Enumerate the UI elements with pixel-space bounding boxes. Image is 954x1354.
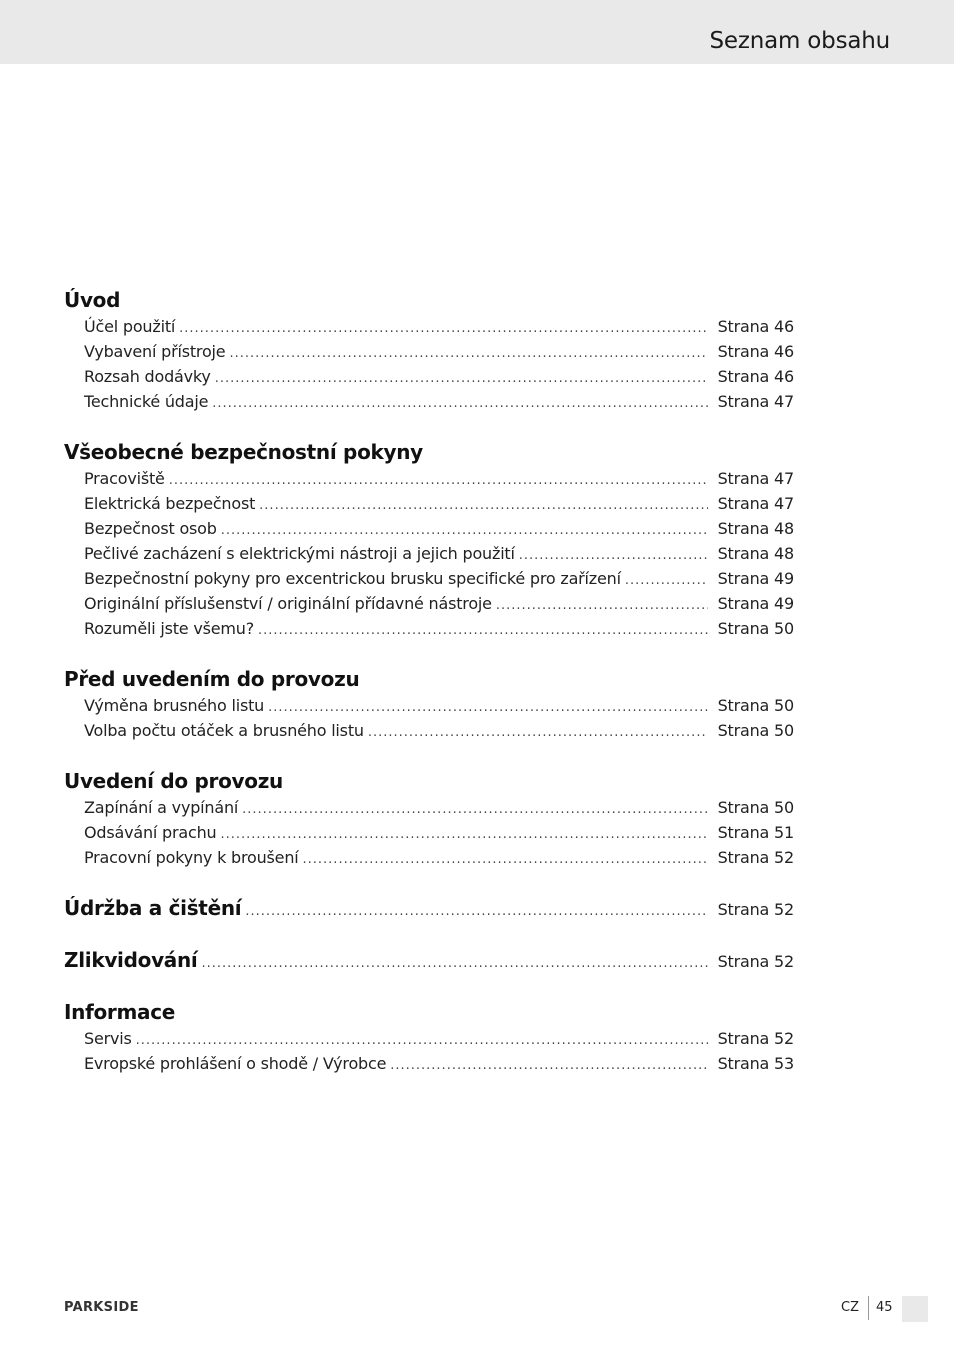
section-heading: Úvod [64,288,121,312]
dot-leader [242,797,708,822]
dot-leader [625,568,708,593]
toc-entry-label: Zapínání a vypínání [84,798,239,817]
dot-leader [368,720,708,745]
dot-leader [268,695,708,720]
dot-leader [220,822,708,847]
toc-entry-page: Strana 52 [717,848,794,867]
brand-logo: PARKSIDE [64,1300,139,1315]
toc-entry-page: Strana 49 [717,569,794,588]
toc-entry[interactable] [64,1051,794,1076]
toc-entry-label: Bezpečnost osob [84,519,217,538]
section-heading: Zlikvidování [64,948,198,972]
toc-section-uvedeni [64,767,794,870]
toc-entry-label: Bezpečnostní pokyny pro excentrickou brusku specifické pro zařízení [84,569,621,588]
dot-leader [303,847,708,872]
toc-entry-page: Strana 50 [717,721,794,740]
toc-section-pred-uvedenim [64,665,794,743]
toc-entry-label: Elektrická bezpečnost [84,494,256,513]
dot-leader [229,341,708,366]
toc-entry-label: Originální příslušenství / originální přídavné nástroje [84,594,492,613]
toc-entry-page: Strana 50 [717,696,794,715]
toc-entry[interactable] [64,314,794,339]
dot-leader [390,1053,708,1078]
toc-entry[interactable] [64,693,794,718]
toc-entry[interactable] [64,491,794,516]
toc-entry[interactable] [64,516,794,541]
toc-entry-page: Strana 47 [717,469,794,488]
toc-entry-label: Pečlivé zacházení s elektrickými nástroji a jejich použití [84,544,515,563]
toc-entry-label: Rozuměli jste všemu? [84,619,254,638]
dot-leader [221,518,708,543]
toc-entry[interactable] [64,364,794,389]
toc-entry[interactable] [64,718,794,743]
dot-leader [202,950,709,978]
toc-entry-label: Servis [84,1029,132,1048]
toc-entry-page: Strana 50 [717,798,794,817]
toc-section-bezpecnost [64,438,794,641]
toc-entry-page: Strana 51 [717,823,794,842]
toc-entry-page: Strana 46 [717,367,794,386]
dot-leader [212,391,708,416]
toc-entry-page: Strana 49 [717,594,794,613]
dot-leader [259,493,708,518]
toc-entry[interactable] [64,591,794,616]
toc-entry[interactable] [64,845,794,870]
footer-tab-marker [902,1296,928,1322]
toc-section-udrzba[interactable] [64,894,794,922]
toc-entry-page: Strana 48 [717,544,794,563]
section-heading: Před uvedením do provozu [64,667,360,691]
toc-entry-label: Evropské prohlášení o shodě / Výrobce [84,1054,387,1073]
toc-entry[interactable] [64,616,794,641]
toc-entry[interactable] [64,389,794,414]
toc-entry[interactable] [64,820,794,845]
toc-entry[interactable] [64,566,794,591]
toc-entry[interactable] [64,1026,794,1051]
toc-entry-label: Volba počtu otáček a brusného listu [84,721,364,740]
dot-leader [136,1028,708,1053]
section-heading: Všeobecné bezpečnostní pokyny [64,440,423,464]
toc-section-uvod [64,286,794,414]
dot-leader [215,366,708,391]
toc-entry-page: Strana 48 [717,519,794,538]
dot-leader [258,618,708,643]
toc-entry[interactable] [64,795,794,820]
footer-divider [868,1296,869,1320]
toc-entry-label: Účel použití [84,317,176,336]
toc-entry-label: Vybavení přístroje [84,342,226,361]
section-heading: Uvedení do provozu [64,769,283,793]
dot-leader [519,543,708,568]
dot-leader [496,593,708,618]
section-heading: Údržba a čištění [64,896,242,920]
toc-entry-label: Technické údaje [84,392,209,411]
page-title: Seznam obsahu [709,28,890,54]
toc-entry-label: Rozsah dodávky [84,367,211,386]
page-number: 45 [876,1300,893,1315]
toc-entry[interactable] [64,339,794,364]
toc-entry[interactable] [64,541,794,566]
language-code: CZ [841,1300,859,1315]
table-of-contents [64,286,794,1076]
toc-entry-page: Strana 46 [717,342,794,361]
toc-entry[interactable] [64,466,794,491]
toc-entry-label: Odsávání prachu [84,823,217,842]
toc-section-informace [64,998,794,1076]
toc-entry-label: Výměna brusného listu [84,696,265,715]
toc-entry-page: Strana 53 [717,1054,794,1073]
toc-entry-page: Strana 46 [717,317,794,336]
toc-entry-page: Strana 47 [717,392,794,411]
section-heading: Informace [64,1000,176,1024]
toc-entry-label: Pracovní pokyny k broušení [84,848,299,867]
toc-entry-page: Strana 50 [717,619,794,638]
toc-entry-page: Strana 52 [717,952,794,971]
toc-entry-page: Strana 52 [717,1029,794,1048]
toc-entry-label: Pracoviště [84,469,165,488]
dot-leader [179,316,708,341]
toc-section-zlikvidovani[interactable] [64,946,794,974]
dot-leader [245,898,708,926]
toc-entry-page: Strana 47 [717,494,794,513]
toc-entry-page: Strana 52 [717,900,794,919]
dot-leader [169,468,708,493]
